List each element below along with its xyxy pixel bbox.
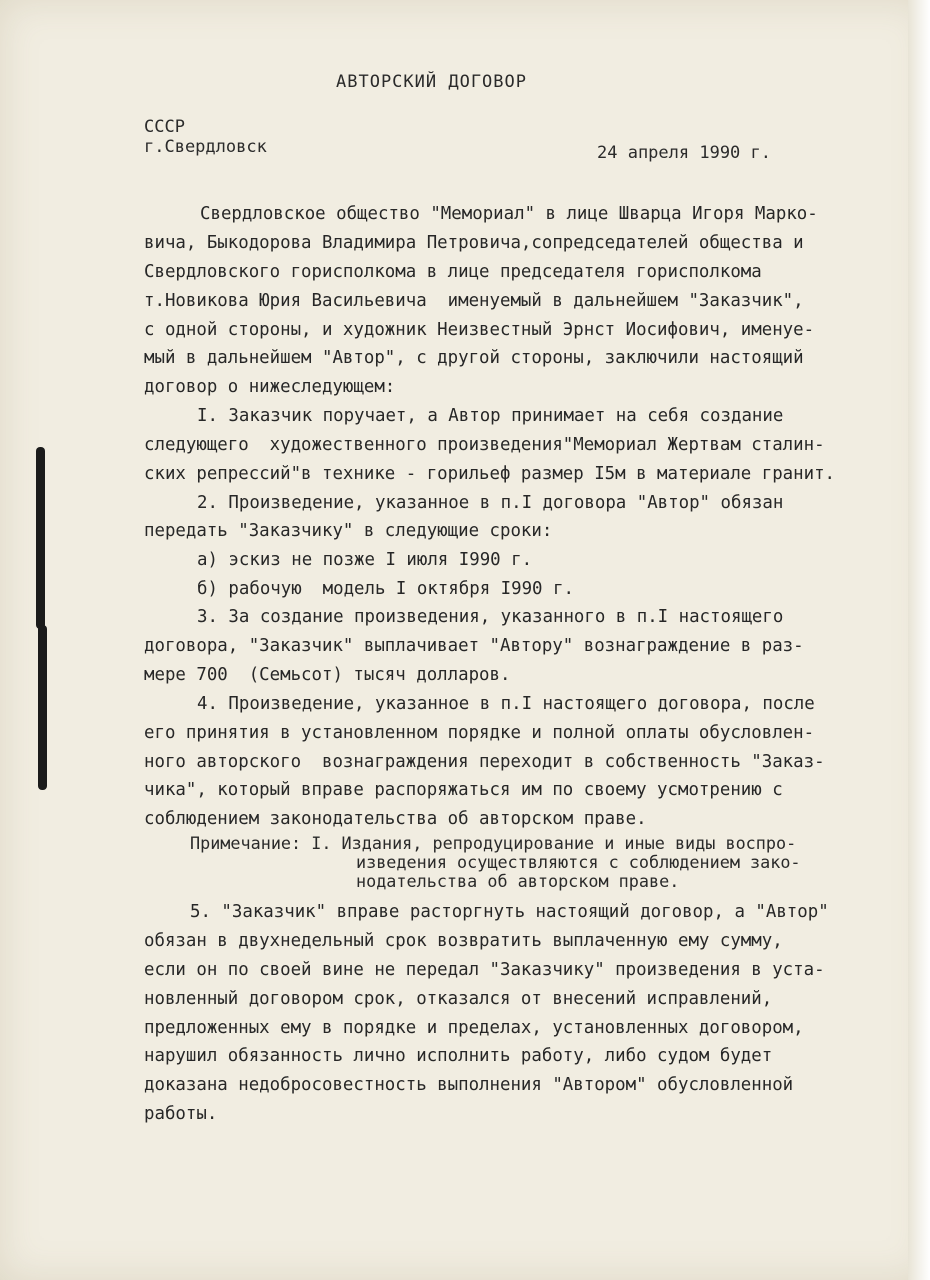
text-line: договор о нижеследующем: <box>144 377 396 397</box>
clause-4-line: соблюдением законодательства об авторском праве. <box>144 809 647 829</box>
clause-2-item: б) рабочую модель I октября I990 г. <box>197 579 574 599</box>
page-edge <box>908 0 930 1280</box>
clause-2-line: 2. Произведение, указанное в п.I договора "Автор" обязан <box>197 493 784 513</box>
clause-5-line: нарушил обязанность лично исполнить работу, либо судом будет <box>144 1046 773 1066</box>
note-line: изведения осуществляются с соблюдением зако- <box>356 852 801 872</box>
document-title: АВТОРСКИЙ ДОГОВОР <box>336 72 527 92</box>
clause-2-line: передать "Заказчику" в следующие сроки: <box>144 521 553 541</box>
binding-thread-lower <box>38 625 47 790</box>
clause-5-line: новленный договором срок, отказался от внесений исправлений, <box>144 989 773 1009</box>
document-date: 24 апреля 1990 г. <box>597 143 771 163</box>
note-line: Примечание: I. Издания, репродуцирование и иные виды воспро- <box>190 833 797 853</box>
text-line: Свердловского горисполкома в лице председателя горисполкома <box>144 262 762 282</box>
place-country: СССР <box>144 117 185 137</box>
clause-5-line: если он по своей вине не передал "Заказчику" произведения в уста- <box>144 960 825 980</box>
text-line: т.Новикова Юрия Васильевича именуемый в дальнейшем "Заказчик", <box>144 291 804 311</box>
clause-1-line: ских репрессий"в технике - горильеф размер I5м в материале гранит. <box>144 464 836 484</box>
clause-3-line: мере 700 (Семьсот) тысяч долларов. <box>144 665 511 685</box>
clause-4-line: его принятия в установленном порядке и полной оплаты обусловлен- <box>144 723 815 743</box>
text-line: с одной стороны, и художник Неизвестный Эрнст Иосифович, именуе- <box>144 320 815 340</box>
clause-5-line: доказана недобросовестность выполнения "Автором" обусловленной <box>144 1075 794 1095</box>
clause-3-line: 3. За создание произведения, указанного в п.I настоящего <box>197 607 784 627</box>
text-line: вича, Быкодорова Владимира Петровича,сопредседателей общества и <box>144 233 804 253</box>
clause-4-line: чика", который вправе распоряжаться им по своему усмотрению с <box>144 780 783 800</box>
clause-5-line: обязан в двухнедельный срок возвратить выплаченную ему сумму, <box>144 931 783 951</box>
text-line: мый в дальнейшем "Автор", с другой стороны, заключили настоящий <box>144 348 804 368</box>
clause-4-line: ного авторского вознаграждения переходит в собственность "Заказ- <box>144 752 825 772</box>
binding-thread <box>36 447 45 629</box>
clause-2-item: а) эскиз не позже I июля I990 г. <box>197 550 533 570</box>
clause-5-line: работы. <box>144 1104 218 1124</box>
clause-3-line: договора, "Заказчик" выплачивает "Автору" вознаграждение в раз- <box>144 636 804 656</box>
note-line: нодательства об авторском праве. <box>356 871 680 891</box>
clause-5-line: предложенных ему в порядке и пределах, установленных договором, <box>144 1018 804 1038</box>
clause-1-line: следующего художественного произведения"Мемориал Жертвам сталин- <box>144 435 825 455</box>
clause-1-line: I. Заказчик поручает, а Автор принимает на себя создание <box>197 406 784 426</box>
clause-5-line: 5. "Заказчик" вправе расторгнуть настоящий договор, а "Автор" <box>190 902 829 922</box>
place-city: г.Свердловск <box>144 137 267 157</box>
clause-4-line: 4. Произведение, указанное в п.I настоящего договора, после <box>197 694 815 714</box>
text-line: Свердловское общество "Мемориал" в лице Шварца Игоря Марко- <box>200 204 818 224</box>
